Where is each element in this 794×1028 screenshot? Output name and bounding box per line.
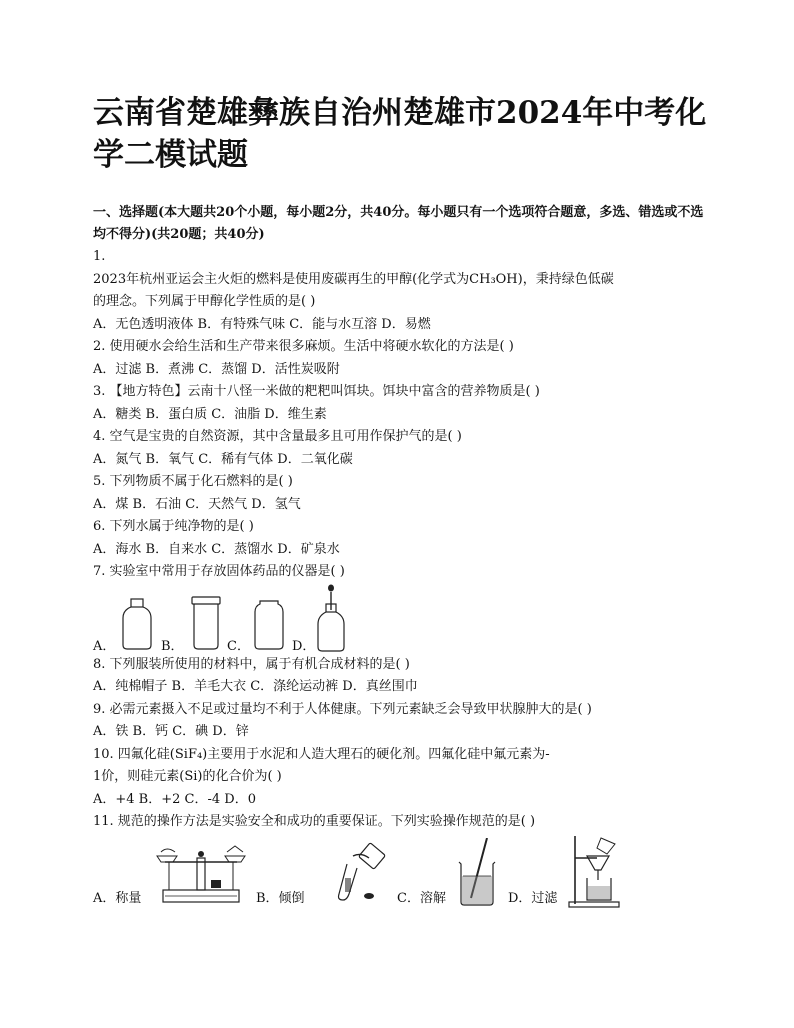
question-line: 1. [93,249,106,264]
q7-image-options [93,584,713,654]
option-label: A． [93,638,116,654]
answer-options: A．氮气 B．氧气 C．稀有气体 D．二氧化碳 [93,451,353,467]
option-label: B．倾倒 [256,890,305,906]
page-title: 云南省楚雄彝族自治州楚雄市2024年中考化学二模试题 [93,95,707,173]
question-list-continued [93,654,713,834]
answer-options: A．糖类 B．蛋白质 C．油脂 D．维生素 [93,406,327,422]
question-line: 5. 下列物质不属于化石燃料的是( ) [93,474,293,489]
option-label: A．称量 [93,890,142,906]
answer-options: A．纯棉帽子 B．羊毛大衣 C．涤纶运动裤 D．真丝围巾 [93,679,418,694]
option-label: D． [292,638,316,654]
question-line: 2023年杭州亚运会主火炬的燃料是使用废碳再生的甲醇(化学式为CH₃OH)，秉持绿色低碳 [93,271,614,287]
reagent-bottle-icon [189,596,223,650]
wide-mouth-bottle-icon [119,598,155,650]
option-label: B． [161,638,184,654]
answer-options: A．铁 B．钙 C．碘 D．锌 [93,724,249,739]
question-line: 4. 空气是宝贵的自然资源，其中含量最多且可用作保护气的是( ) [93,429,462,444]
answer-options: A．过滤 B．煮沸 C．蒸馏 D．活性炭吸附 [93,361,340,377]
option-label: D．过滤 [508,890,558,906]
dissolving-beaker-icon [457,838,497,906]
q11-image-options [93,838,713,910]
answer-options: A．海水 B．自来水 C．蒸馏水 D．矿泉水 [93,541,340,557]
question-line: 9. 必需元素摄入不足或过量均不利于人体健康。下列元素缺乏会导致甲状腺肿大的是( ) [93,701,592,717]
question-line: 11. 规范的操作方法是实验安全和成功的重要保证。下列实验操作规范的是( ) [93,814,536,829]
question-line: 1价，则硅元素(Si)的化合价为( ) [93,769,282,784]
question-line: 10. 四氟化硅(SiF₄)主要用于水泥和人造大理石的硬化剂。四氟化硅中氟元素为- [93,746,550,762]
pouring-liquid-icon [317,842,389,902]
question-line: 8. 下列服装所使用的材料中，属于有机合成材料的是( ) [93,656,410,672]
question-list [93,246,713,584]
option-label: C．溶解 [397,890,446,906]
option-label: C． [227,638,250,654]
question-line: 3. 【地方特色】云南十八怪一米做的粑粑叫饵块。饵块中富含的营养物质是( ) [93,384,540,399]
question-line: 的理念。下列属于甲醇化学性质的是( ) [93,294,316,309]
question-line: 7. 实验室中常用于存放固体药品的仪器是( ) [93,564,345,579]
answer-options: A．煤 B．石油 C．天然气 D．氢气 [93,496,301,512]
question-line: 2. 使用硬水会给生活和生产带来很多麻烦。生活中将硬水软化的方法是( ) [93,339,514,354]
question-line: 6. 下列水属于纯净物的是( ) [93,519,254,534]
jar-bottle-icon [253,600,285,650]
answer-options: A．无色透明液体 B．有特殊气味 C．能与水互溶 D．易燃 [93,316,431,332]
answer-options: A．+4 B．+2 C．-4 D．0 [93,791,256,807]
balance-scale-icon [155,840,247,906]
exam-page [93,92,713,910]
dropper-bottle-icon [315,584,347,652]
section-heading: 一、选择题(本大题共20个小题，每小题2分，共40分。每小题只有一个选项符合题意，多选、错选或不选均不得分)(共20题；共40分) [93,205,704,242]
filtration-setup-icon [567,834,623,908]
